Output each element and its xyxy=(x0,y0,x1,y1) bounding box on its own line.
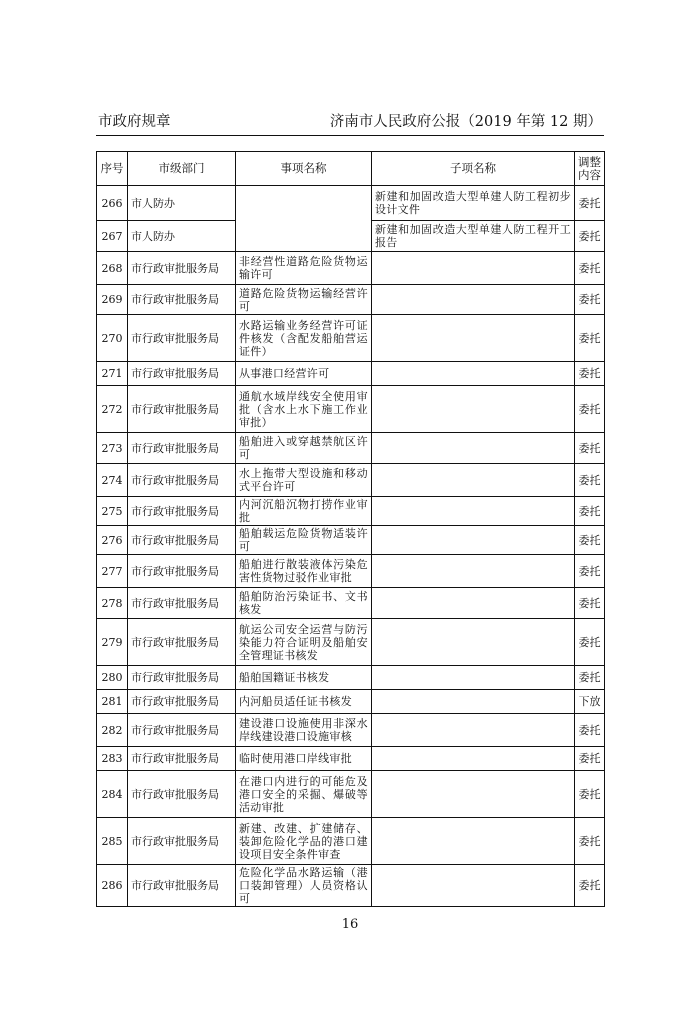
table-row xyxy=(97,666,605,690)
item-name-cell: 通航水域岸线安全使用审批（含水上水下施工作业审批） xyxy=(236,386,372,433)
subitem-name-cell xyxy=(372,497,575,526)
item-name-cell: 水路运输业务经营许可证件核发（含配发船舶营运证件） xyxy=(236,315,372,362)
item-name-cell: 在港口内进行的可能危及港口安全的采掘、爆破等活动审批 xyxy=(236,771,372,818)
department-cell: 市行政审批服务局 xyxy=(128,285,236,315)
table-row xyxy=(97,865,605,907)
row-number: 284 xyxy=(97,771,128,818)
item-name-cell: 临时使用港口岸线审批 xyxy=(236,747,372,771)
adjustment-cell: 委托 xyxy=(575,555,605,588)
item-name-cell: 船舶国籍证书核发 xyxy=(236,666,372,690)
item-name-cell: 建设港口设施使用非深水岸线建设港口设施审核 xyxy=(236,714,372,747)
table-row xyxy=(97,497,605,526)
row-number: 276 xyxy=(97,526,128,555)
item-name-cell: 内河船员适任证书核发 xyxy=(236,690,372,714)
row-number: 272 xyxy=(97,386,128,433)
adjustment-cell: 委托 xyxy=(575,747,605,771)
subitem-name-cell xyxy=(372,315,575,362)
department-cell: 市行政审批服务局 xyxy=(128,771,236,818)
department-cell: 市行政审批服务局 xyxy=(128,714,236,747)
item-name-cell: 船舶防治污染证书、文书核发 xyxy=(236,588,372,619)
running-header-left: 市政府规章 xyxy=(98,114,171,130)
running-header-right: 济南市人民政府公报（2019 年第 12 期） xyxy=(329,114,602,130)
table-row xyxy=(97,362,605,386)
department-cell: 市人防办 xyxy=(128,221,236,252)
adjustment-cell: 委托 xyxy=(575,865,605,907)
adjustment-cell: 委托 xyxy=(575,315,605,362)
adjustment-cell: 委托 xyxy=(575,526,605,555)
adjustment-cell: 委托 xyxy=(575,619,605,666)
department-cell: 市行政审批服务局 xyxy=(128,588,236,619)
department-cell: 市行政审批服务局 xyxy=(128,865,236,907)
subitem-name-cell xyxy=(372,362,575,386)
regulation-table xyxy=(96,151,605,907)
table-row xyxy=(97,386,605,433)
table-row xyxy=(97,526,605,555)
table-row xyxy=(97,588,605,619)
column-header-adjust: 调整内容 xyxy=(575,152,605,186)
subitem-name-cell xyxy=(372,714,575,747)
column-header-sub: 子项名称 xyxy=(372,152,575,186)
table-row xyxy=(97,252,605,285)
subitem-name-cell xyxy=(372,690,575,714)
department-cell: 市行政审批服务局 xyxy=(128,386,236,433)
page-number: 16 xyxy=(341,917,359,932)
header-rule xyxy=(96,135,604,136)
adjustment-cell: 委托 xyxy=(575,588,605,619)
item-name-cell: 新建、改建、扩建储存、装卸危险化学品的港口建设项目安全条件审查 xyxy=(236,818,372,865)
row-number: 277 xyxy=(97,555,128,588)
table-row xyxy=(97,464,605,497)
department-cell: 市行政审批服务局 xyxy=(128,315,236,362)
subitem-name-cell: 新建和加固改造大型单建人防工程初步设计文件 xyxy=(372,186,575,221)
adjustment-cell: 委托 xyxy=(575,362,605,386)
department-cell: 市行政审批服务局 xyxy=(128,666,236,690)
column-header-no: 序号 xyxy=(97,152,128,186)
item-name-cell: 道路危险货物运输经营许可 xyxy=(236,285,372,315)
item-name-cell: 航运公司安全运营与防污染能力符合证明及船舶安全管理证书核发 xyxy=(236,619,372,666)
row-number: 279 xyxy=(97,619,128,666)
table-row xyxy=(97,433,605,464)
adjustment-cell: 委托 xyxy=(575,221,605,252)
department-cell: 市行政审批服务局 xyxy=(128,526,236,555)
subitem-name-cell xyxy=(372,464,575,497)
row-number: 269 xyxy=(97,285,128,315)
subitem-name-cell xyxy=(372,526,575,555)
adjustment-cell: 委托 xyxy=(575,714,605,747)
row-number: 267 xyxy=(97,221,128,252)
item-name-cell: 船舶载运危险货物适装许可 xyxy=(236,526,372,555)
row-number: 280 xyxy=(97,666,128,690)
row-number: 282 xyxy=(97,714,128,747)
subitem-name-cell xyxy=(372,818,575,865)
department-cell: 市行政审批服务局 xyxy=(128,747,236,771)
table-row xyxy=(97,690,605,714)
table-row xyxy=(97,315,605,362)
table-row xyxy=(97,555,605,588)
subitem-name-cell xyxy=(372,386,575,433)
department-cell: 市行政审批服务局 xyxy=(128,690,236,714)
department-cell: 市行政审批服务局 xyxy=(128,619,236,666)
column-header-dept: 市级部门 xyxy=(128,152,236,186)
adjustment-cell: 委托 xyxy=(575,464,605,497)
department-cell: 市行政审批服务局 xyxy=(128,555,236,588)
row-number: 283 xyxy=(97,747,128,771)
table-header-row xyxy=(97,152,605,186)
subitem-name-cell xyxy=(372,285,575,315)
row-number: 278 xyxy=(97,588,128,619)
item-name-cell: 水上拖带大型设施和移动式平台许可 xyxy=(236,464,372,497)
item-name-cell xyxy=(236,186,372,252)
subitem-name-cell xyxy=(372,433,575,464)
table-row xyxy=(97,619,605,666)
adjustment-cell: 委托 xyxy=(575,386,605,433)
row-number: 274 xyxy=(97,464,128,497)
department-cell: 市行政审批服务局 xyxy=(128,433,236,464)
subitem-name-cell xyxy=(372,555,575,588)
table-row xyxy=(97,714,605,747)
item-name-cell: 非经营性道路危险货物运输许可 xyxy=(236,252,372,285)
subitem-name-cell xyxy=(372,619,575,666)
adjustment-cell: 委托 xyxy=(575,497,605,526)
row-number: 281 xyxy=(97,690,128,714)
adjustment-cell: 下放 xyxy=(575,690,605,714)
item-name-cell: 船舶进入或穿越禁航区许可 xyxy=(236,433,372,464)
adjustment-cell: 委托 xyxy=(575,771,605,818)
adjustment-cell: 委托 xyxy=(575,285,605,315)
table-row xyxy=(97,747,605,771)
table-row xyxy=(97,285,605,315)
adjustment-cell: 委托 xyxy=(575,818,605,865)
row-number: 271 xyxy=(97,362,128,386)
column-header-item: 事项名称 xyxy=(236,152,372,186)
row-number: 268 xyxy=(97,252,128,285)
item-name-cell: 船舶进行散装液体污染危害性货物过驳作业审批 xyxy=(236,555,372,588)
department-cell: 市行政审批服务局 xyxy=(128,818,236,865)
item-name-cell: 危险化学品水路运输（港口装卸管理）人员资格认可 xyxy=(236,865,372,907)
subitem-name-cell xyxy=(372,252,575,285)
subitem-name-cell xyxy=(372,771,575,818)
row-number: 273 xyxy=(97,433,128,464)
table-row xyxy=(97,771,605,818)
subitem-name-cell xyxy=(372,666,575,690)
table-row xyxy=(97,818,605,865)
department-cell: 市行政审批服务局 xyxy=(128,464,236,497)
item-name-cell: 从事港口经营许可 xyxy=(236,362,372,386)
department-cell: 市人防办 xyxy=(128,186,236,221)
row-number: 275 xyxy=(97,497,128,526)
adjustment-cell: 委托 xyxy=(575,666,605,690)
table-row xyxy=(97,186,605,221)
adjustment-cell: 委托 xyxy=(575,252,605,285)
subitem-name-cell xyxy=(372,588,575,619)
subitem-name-cell xyxy=(372,747,575,771)
department-cell: 市行政审批服务局 xyxy=(128,497,236,526)
row-number: 266 xyxy=(97,186,128,221)
adjustment-cell: 委托 xyxy=(575,433,605,464)
row-number: 286 xyxy=(97,865,128,907)
item-name-cell: 内河沉船沉物打捞作业审批 xyxy=(236,497,372,526)
department-cell: 市行政审批服务局 xyxy=(128,252,236,285)
subitem-name-cell xyxy=(372,865,575,907)
department-cell: 市行政审批服务局 xyxy=(128,362,236,386)
row-number: 270 xyxy=(97,315,128,362)
row-number: 285 xyxy=(97,818,128,865)
adjustment-cell: 委托 xyxy=(575,186,605,221)
subitem-name-cell: 新建和加固改造大型单建人防工程开工报告 xyxy=(372,221,575,252)
